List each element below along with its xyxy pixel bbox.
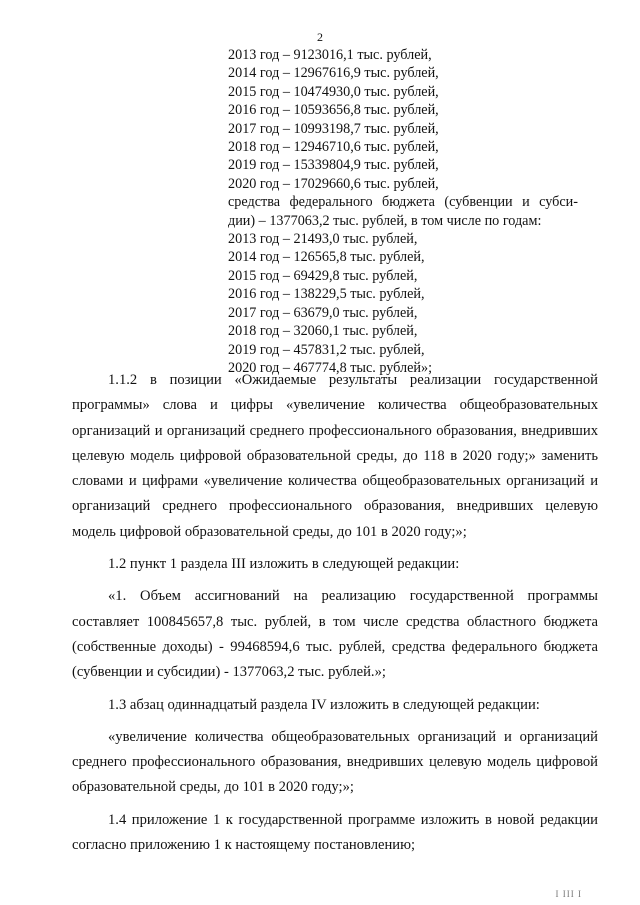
regional-budget-2019: 2019 год – 15339804,9 тыс. рублей, bbox=[228, 157, 439, 174]
regional-budget-2018: 2018 год – 12946710,6 тыс. рублей, bbox=[228, 139, 439, 156]
footer-barcode-mark: I III I bbox=[555, 889, 582, 899]
regional-budget-2015: 2015 год – 10474930,0 тыс. рублей, bbox=[228, 83, 439, 100]
regional-budget-2016: 2016 год – 10593656,8 тыс. рублей, bbox=[228, 102, 439, 119]
federal-budget-2013: 2013 год – 21493,0 тыс. рублей, bbox=[228, 231, 418, 248]
federal-budget-intro-line-2: дии) – 1377063,2 тыс. рублей, в том числе по годам: bbox=[228, 212, 542, 229]
paragraph-1-2-quote: «1. Объем ассигнований на реализацию государственной программы составляет 100845657,8 тыс. рублей, в том числе средства областного бюджета (собственные доходы) - 99468594,6 тыс. рублей, средства федерального бюджета (субвенции и субсидии) - 1377063,2 тыс. рублей.»; bbox=[72, 588, 598, 681]
regional-budget-2014: 2014 год – 12967616,9 тыс. рублей, bbox=[228, 65, 439, 82]
regional-budget-2013: 2013 год – 9123016,1 тыс. рублей, bbox=[228, 47, 432, 63]
paragraph-1-3-quote: «увеличение количества общеобразовательных организаций и организаций среднего профессионального образования, внедривших целевую модель цифровой образовательной среды, до 101 в 2020 году;»; bbox=[72, 728, 598, 796]
budget-by-year-block bbox=[228, 46, 578, 377]
paragraph-1-4: 1.4 приложение 1 к государственной программе изложить в новой редакции согласно приложению 1 к настоящему постановлению; bbox=[72, 811, 598, 854]
federal-budget-2016: 2016 год – 138229,5 тыс. рублей, bbox=[228, 286, 425, 303]
regional-budget-2020: 2020 год – 17029660,6 тыс. рублей, bbox=[228, 175, 439, 192]
amendment-body bbox=[72, 368, 598, 865]
paragraph-1-2: 1.2 пункт 1 раздела III изложить в следующей редакции: bbox=[108, 556, 460, 573]
federal-budget-2020: 2020 год – 467774,8 тыс. рублей»; bbox=[228, 359, 433, 376]
page-number: 2 bbox=[317, 30, 323, 44]
federal-budget-2014: 2014 год – 126565,8 тыс. рублей, bbox=[228, 249, 425, 266]
federal-budget-2018: 2018 год – 32060,1 тыс. рублей, bbox=[228, 323, 418, 340]
paragraph-1-3: 1.3 абзац одиннадцатый раздела IV изложить в следующей редакции: bbox=[108, 696, 540, 713]
federal-budget-2017: 2017 год – 63679,0 тыс. рублей, bbox=[228, 304, 418, 321]
federal-budget-intro-line-1: средства федерального бюджета (субвенции и субси- bbox=[228, 194, 578, 211]
regional-budget-2017: 2017 год – 10993198,7 тыс. рублей, bbox=[228, 120, 439, 137]
paragraph-1-1-2: 1.1.2 в позиции «Ожидаемые результаты реализации государственной программы» слова и цифры «увеличение количества общеобразовательных организаций и организаций среднего профессионального образования, внедривших целевую модель цифровой образовательной среды, до 118 в 2020 году;» заменить словами и цифрами «увеличение количества общеобразовательных организаций и организаций среднего профессионального образования, внедривших целевую модель цифровой образовательной среды, до 101 в 2020 году;»; bbox=[72, 372, 598, 540]
federal-budget-2015: 2015 год – 69429,8 тыс. рублей, bbox=[228, 267, 418, 284]
federal-budget-2019: 2019 год – 457831,2 тыс. рублей, bbox=[228, 341, 425, 358]
